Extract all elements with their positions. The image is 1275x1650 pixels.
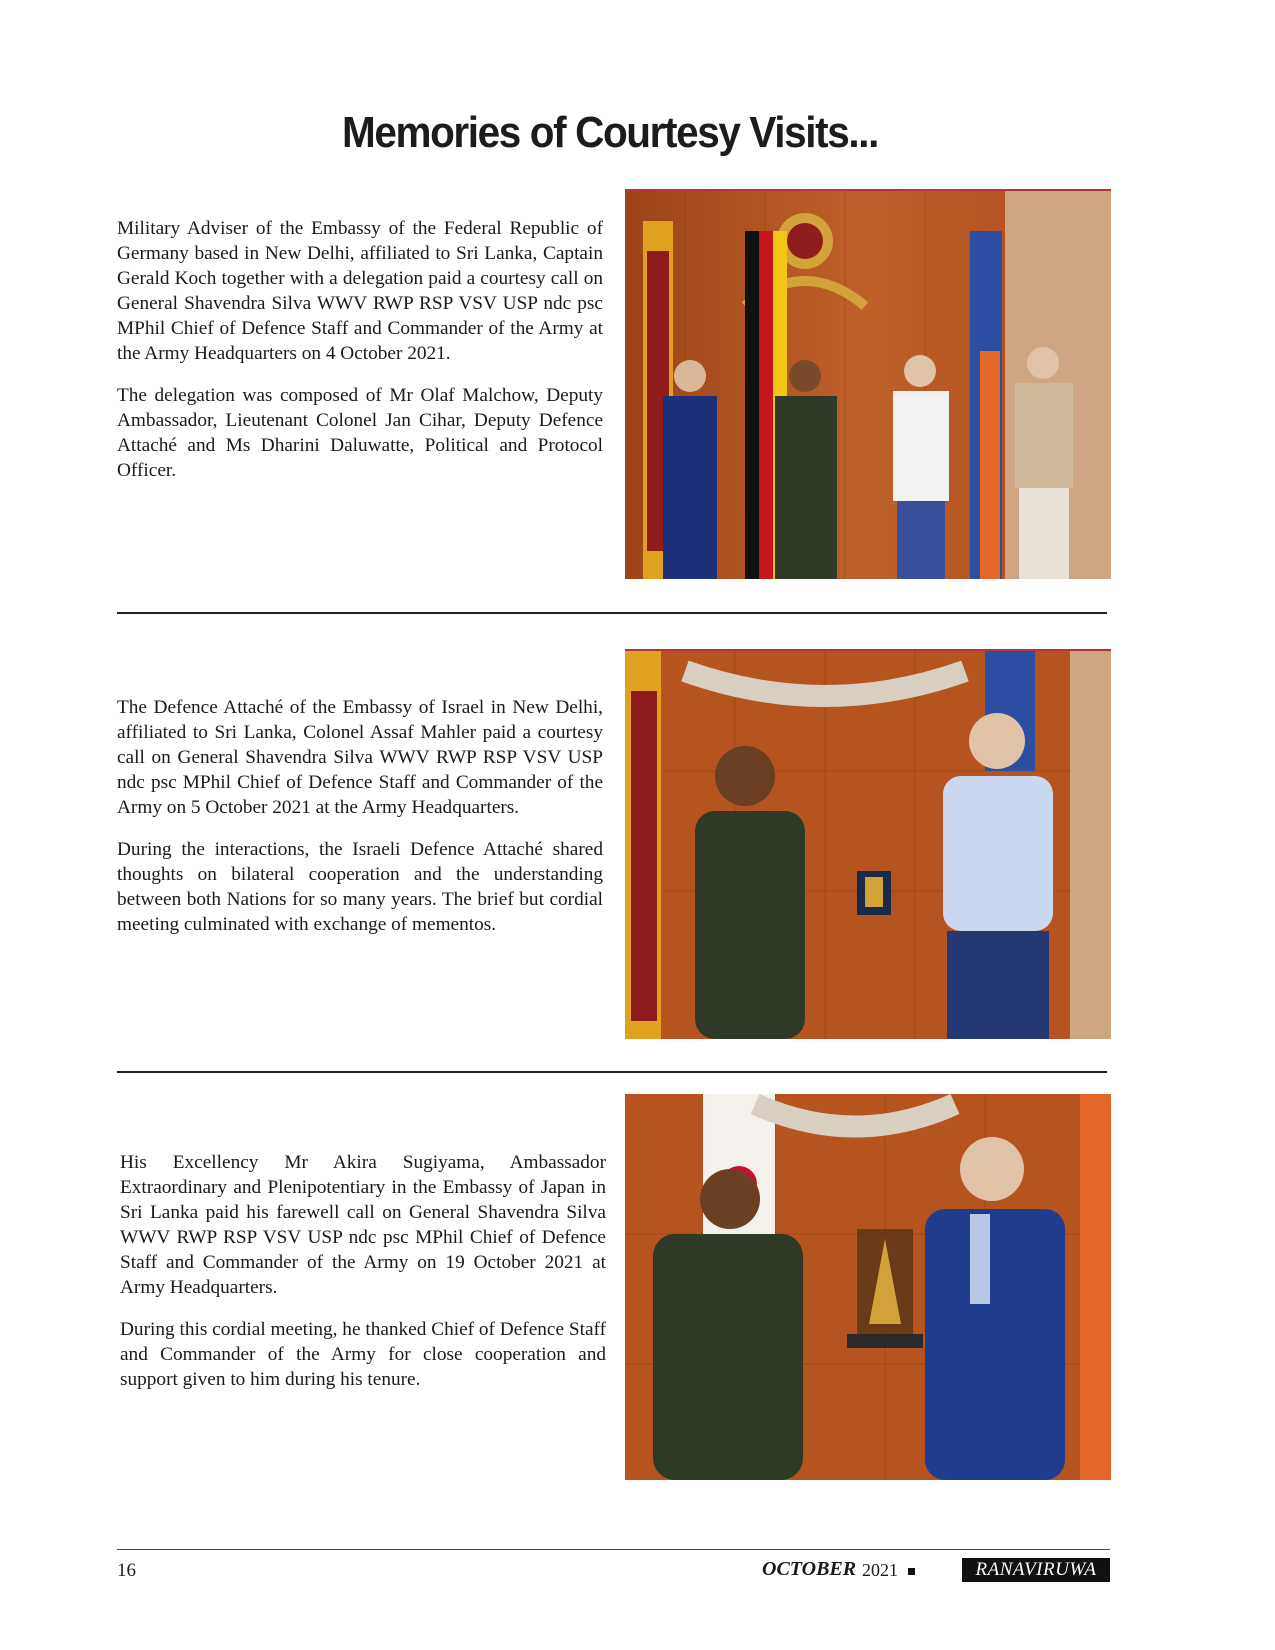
- publication-name: RANAVIRUWA: [962, 1558, 1110, 1582]
- paragraph: The delegation was composed of Mr Olaf Malchow, Deputy Ambassador, Lieutenant Colonel Jan Cihar, Deputy Defence Attaché and Ms Dharini Daluwatte, Political and Protocol Officer.: [117, 385, 603, 481]
- page-number: 16: [117, 1560, 136, 1581]
- paragraph: His Excellency Mr Akira Sugiyama, Ambassador Extraordinary and Plenipotentiary in the Embassy of Japan in Sri Lanka paid his farewell call on General Shavendra Silva WWV RWP RSP VSV USP ndc psc MPhil Chief of Defence Staff and Commander of the Army on 19 October 2021 at Army Headquarters.: [120, 1152, 606, 1298]
- paragraph: Military Adviser of the Embassy of the Federal Republic of Germany based in New Delhi, affiliated to Sri Lanka, Captain Gerald Koch together with a delegation paid a courtesy call on General Shavendra Silva WWV RWP RSP VSV USP ndc psc MPhil Chief of Defence Staff and Commander of the Army at the Army Headquarters on 4 October 2021.: [117, 218, 603, 364]
- section-divider: [117, 1071, 1107, 1073]
- photo-german-delegation: [625, 189, 1111, 579]
- issue-year: 2021: [862, 1560, 898, 1580]
- paragraph: During this cordial meeting, he thanked Chief of Defence Staff and Commander of the Army for close cooperation and support given to him during his tenure.: [120, 1319, 606, 1390]
- issue-month: OCTOBER: [762, 1558, 857, 1580]
- section-divider: [117, 612, 1107, 614]
- photo-japan-ambassador: [625, 1094, 1111, 1480]
- paragraph: The Defence Attaché of the Embassy of Israel in New Delhi, affiliated to Sri Lanka, Colonel Assaf Mahler paid a courtesy call on General Shavendra Silva WWV RWP RSP VSV USP ndc psc MPhil Chief of Defence Staff and Commander of the Army on 5 October 2021 at the Army Headquarters.: [117, 697, 603, 818]
- page-title: Memories of Courtesy Visits...: [341, 108, 878, 157]
- separator-square: [908, 1568, 915, 1575]
- photo-israel-attache: [625, 649, 1111, 1039]
- article-israel-visit: [117, 695, 603, 954]
- article-japan-visit: [120, 1150, 606, 1409]
- article-germany-visit: [117, 216, 603, 500]
- paragraph: During the interactions, the Israeli Defence Attaché shared thoughts on bilateral cooperation and the understanding between both Nations for so many years. The brief but cordial meeting culminated with exchange of mementos.: [117, 839, 603, 935]
- footer-rule: [117, 1549, 1110, 1550]
